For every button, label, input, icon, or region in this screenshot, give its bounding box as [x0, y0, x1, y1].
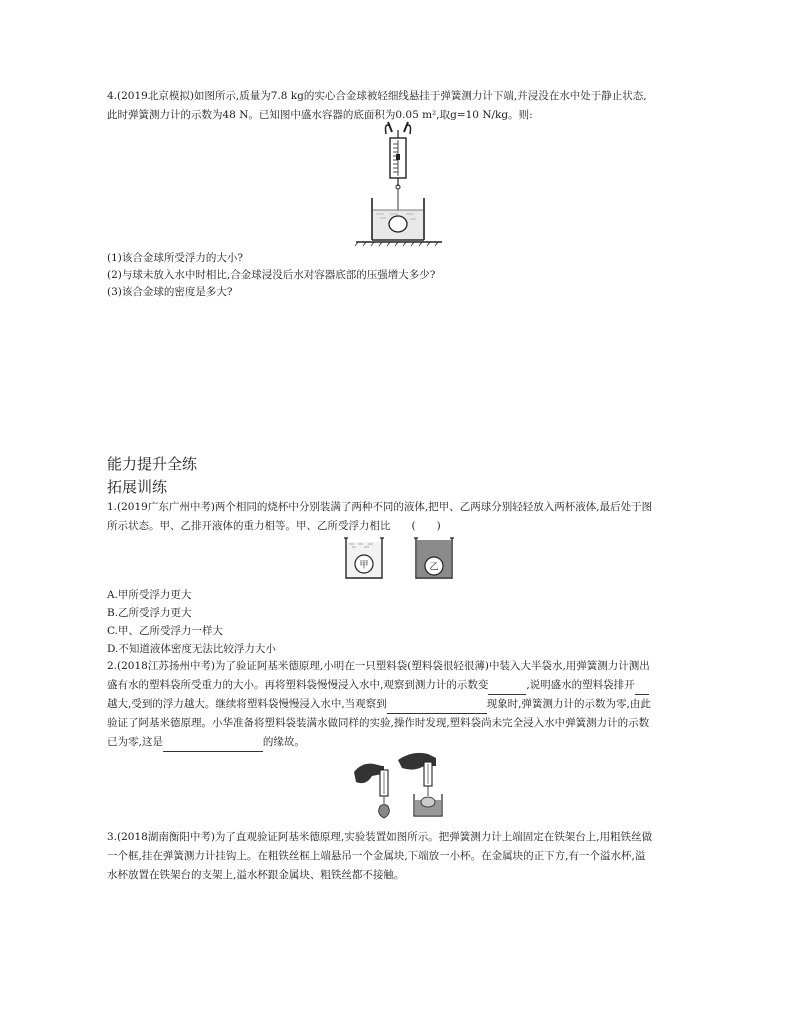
ball-b-label: 乙	[429, 562, 439, 573]
q2-blank-2[interactable]	[635, 681, 649, 695]
q4-spring-scale-figure	[350, 118, 450, 248]
q2-plastic-bag-figure	[352, 750, 448, 820]
q2-text-line1: 2.(2018江苏扬州中考)为了验证阿基米德原理,小明在一只塑料袋(塑料袋很轻很薄)中装入大半袋水,用弹簧测力计测出	[107, 660, 650, 672]
q2-blank-4[interactable]	[163, 738, 263, 752]
q1-beakers-figure	[338, 534, 468, 582]
q1-text-line1: 1.(2019广东广州中考)两个相同的烧杯中分别装满了两种不同的液体,把甲、乙两球分别轻轻放入两杯液体,最后处于图	[107, 501, 653, 513]
q2-blank-3[interactable]	[387, 700, 487, 714]
q4-text-line1: 4.(2019北京模拟)如图所示,质量为7.8 kg的实心合金球被轻细线悬挂于弹簧测力计下端,并浸没在水中处于静止状态,	[107, 90, 647, 102]
q2-text-line3: 越大,受到的浮力越大。继续将塑料袋慢慢浸入水中,当观察到 现象时,弹簧测力计的示数为零,由此	[107, 695, 692, 714]
q3-text-line1: 3.(2018湖南衡阳中考)为了直观验证阿基米德原理,实验装置如图所示。把弹簧测力计上端固定在铁架台上,用粗铁丝做	[107, 831, 653, 843]
q1-option-b: B.乙所受浮力更大	[107, 607, 192, 619]
section-title: 能力提升全练	[107, 455, 198, 473]
q1-text-line2: 所示状态。甲、乙排开液体的重力相等。甲、乙所受浮力相比 ( )	[107, 520, 441, 532]
q2-text-line5: 已为零,这是 的缘故。	[107, 733, 692, 752]
q1-option-d: D.不知道液体密度无法比较浮力大小	[107, 643, 276, 655]
section-subtitle: 拓展训练	[107, 478, 168, 496]
q4-text-line2: 此时弹簧测力计的示数为48 N。已知图中盛水容器的底面积为0.05 m²,取g=10 N/kg。则:	[107, 109, 533, 121]
q2-blank-1[interactable]	[488, 681, 526, 695]
q2-text-line2: 盛有水的塑料袋所受重力的大小。再将塑料袋慢慢浸入水中,观察到测力计的示数变 ,说明盛水的塑料袋排开	[107, 676, 692, 695]
ball-a-label: 甲	[359, 560, 369, 571]
q4-sub3: (3)该合金球的密度是多大?	[107, 286, 233, 298]
q1-option-c: C.甲、乙所受浮力一样大	[107, 625, 223, 637]
q1-option-a: A.甲所受浮力更大	[107, 589, 192, 601]
q4-sub2: (2)与球未放入水中时相比,合金球浸没后水对容器底部的压强增大多少?	[107, 269, 436, 281]
q2-text-line4: 验证了阿基米德原理。小华准备将塑料袋装满水做同样的实验,操作时发现,塑料袋尚未完全浸入水中弹簧测力计的示数	[107, 717, 650, 729]
q3-text-line3: 水杯放置在铁架台的支架上,溢水杯跟金属块、粗铁丝都不接触。	[107, 869, 405, 881]
q4-sub1: (1)该合金球所受浮力的大小?	[107, 252, 244, 264]
q3-text-line2: 一个框,挂在弹簧测力计挂钩上。在粗铁丝框上端悬吊一个金属块,下端放一小杯。在金属块的正下方,有一个溢水杯,溢	[107, 850, 646, 862]
